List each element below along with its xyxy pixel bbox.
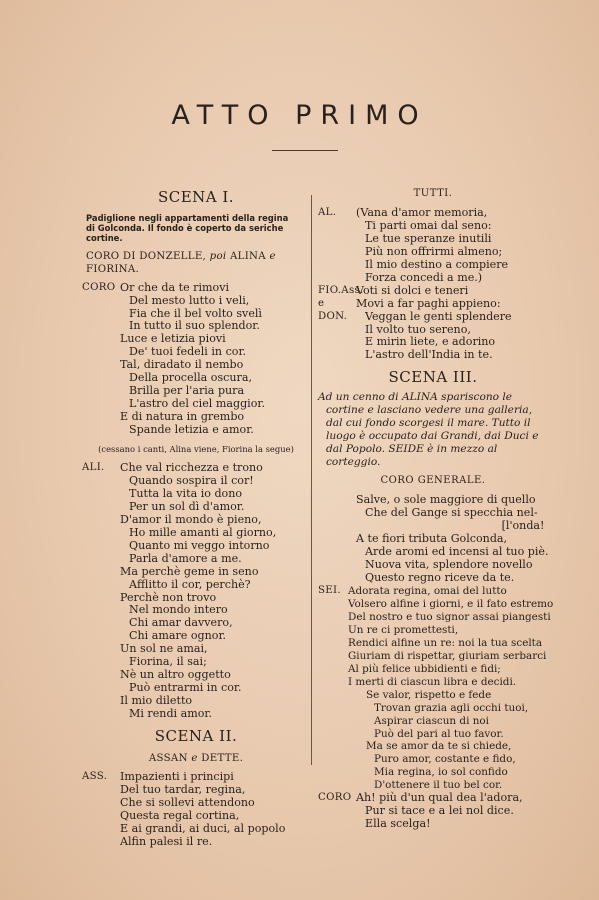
verse-line: Puro amor, costante e fido, <box>374 753 516 766</box>
verse-line: Che del Gange si specchia nel- <box>365 506 538 520</box>
speaker-fio-ass: FIO.Ass. <box>318 284 364 296</box>
verse-line: Ma perchè geme in seno <box>120 564 259 578</box>
assan-verse-block <box>82 771 310 849</box>
verse-line: Un re ci promettesti, <box>348 623 459 636</box>
verse-line: Impazienti i principi <box>120 770 234 784</box>
desc-line: cortine. <box>86 233 123 244</box>
verse-line: Per un sol dì d'amor. <box>129 499 245 513</box>
verse-line: Questa regal cortina, <box>120 808 240 822</box>
cast-part: ASSAN <box>148 753 188 765</box>
verse-line: Il mio diletto <box>120 694 193 708</box>
speaker-coro: CORO <box>82 281 116 293</box>
scene-3-description: Ad un cenno di ALINA spariscono le cortine e lasciano vedere una galleria, dal cui fondo scorgesi il mare. Tutto il luogo è occupato dai Grandi, dai Duci e dal Popolo. SEIDE è in mezzo al corteggio. <box>318 391 539 469</box>
verse-line: D'ottenere il tuo bel cor. <box>374 779 503 792</box>
verse-line: [l'onda! <box>501 519 545 533</box>
verse-line: In tutto il suo splendor. <box>129 319 260 333</box>
scene-2-cast <box>82 752 310 765</box>
seide-verse-block <box>318 585 554 792</box>
speaker-coro: CORO <box>318 792 352 804</box>
coro-generale-block <box>318 494 548 585</box>
coro-final-block <box>318 792 548 831</box>
speaker-don: e DON. <box>318 297 348 322</box>
verse-line: Il volto tuo sereno, <box>365 322 471 336</box>
verse-line: Movi a far paghi appieno: <box>356 296 501 310</box>
scene-2-title: SCENA II. <box>154 727 238 746</box>
alina-verse-block <box>82 462 310 721</box>
verse-line: Le tue speranze inutili <box>365 231 492 245</box>
stage-direction: (cessano i canti, Alina viene, Fiorina la segue) <box>98 444 294 455</box>
verse-line: Della procella oscura, <box>129 371 252 385</box>
verse-line: Forza concedi a me.) <box>365 270 483 284</box>
verse-line: Del nostro e tuo signor assai piangesti <box>348 610 551 623</box>
verse-line: Luce e letizia piovi <box>120 332 226 346</box>
verse-line: Afflitto il cor, perchè? <box>129 577 251 591</box>
verse-line: Un sol ne amai, <box>120 642 208 656</box>
verse-line: Alfin palesi il re. <box>120 834 213 848</box>
scene-1-cast <box>86 250 310 276</box>
verse-line: Ella scelga! <box>365 817 431 831</box>
verse-line: Arde aromi ed incensi al tuo piè. <box>365 545 549 559</box>
verse-line: I merti di ciascun libra e decidi. <box>348 675 517 688</box>
desc-line: Padiglione negli appartamenti della regina <box>86 213 289 223</box>
verse-line: Veggan le genti splendere <box>365 309 512 323</box>
verse-line: Adorata regina, omai del lutto <box>348 585 507 598</box>
verse-line: Volsero alfine i giorni, e il fato estremo <box>348 597 554 610</box>
coro-generale-heading: CORO GENERALE. <box>380 475 486 487</box>
verse-line: Parla d'amore a me. <box>129 551 242 565</box>
verse-line: A te fiori tributa Golconda, <box>356 532 508 546</box>
verse-line: Può del pari al tuo favor. <box>374 727 504 740</box>
fiorina-assan-block <box>318 285 548 298</box>
verse-line: Del mesto lutto i veli, <box>129 293 250 307</box>
verse-line: Aspirar ciascun di noi <box>374 714 489 727</box>
verse-line: De' tuoi fedeli in cor. <box>129 345 247 359</box>
tutti-heading: TUTTI. <box>413 188 453 199</box>
verse-line: Spande letizia e amor. <box>129 423 254 437</box>
verse-line: Voti si dolci e teneri <box>356 283 469 297</box>
verse-line: Pur si tace e a lei nol dice. <box>365 804 514 818</box>
coro-verse-block <box>82 282 310 437</box>
verse-line: Più non offrirmi almeno; <box>365 244 503 258</box>
left-column <box>82 188 310 849</box>
verse-line: Trovan grazia agli occhi tuoi, <box>374 701 529 714</box>
verse-line: Al più felice ubbidienti e fidi; <box>348 662 501 675</box>
verse-line: Ti parti omai dal seno: <box>365 218 492 232</box>
verse-line: Mi rendi amor. <box>129 707 213 721</box>
verse-line: Chi amare ognor. <box>129 629 227 643</box>
verse-line: Giuriam di rispettar, giuriam serbarci <box>348 649 547 662</box>
verse-line: Nel mondo intero <box>129 603 228 617</box>
cast-part: CORO DI DONZELLE, <box>86 250 207 262</box>
speaker-alina: AL. <box>318 206 337 218</box>
scene-3-title: SCENA III. <box>388 368 478 387</box>
column-divider <box>311 195 312 765</box>
verse-line: Tutta la vita io dono <box>129 486 243 500</box>
verse-line: Rendici alfine un re: noi la tua scelta <box>348 636 543 649</box>
cast-part: poi <box>209 250 227 262</box>
donzelle-block <box>318 298 548 363</box>
title-rule <box>272 150 338 151</box>
verse-line: Or che da te rimovi <box>120 280 230 294</box>
scene-1-title: SCENA I. <box>157 188 235 206</box>
cast-part: e <box>269 250 276 262</box>
cast-part: e <box>191 753 198 765</box>
verse-line: Che val ricchezza e trono <box>120 461 263 474</box>
right-column <box>318 188 554 831</box>
verse-line: Brilla per l'aria pura <box>129 384 245 398</box>
verse-line: Tal, diradato il nembo <box>120 358 244 372</box>
verse-line: Fia che il bel volto svelì <box>129 306 262 320</box>
verse-line: L'astro dell'India in te. <box>365 348 493 362</box>
verse-line: Ma se amor da te si chiede, <box>366 740 512 753</box>
verse-line: Ah! più d'un qual dea l'adora, <box>356 791 523 805</box>
verse-line: Il mio destino a compiere <box>365 257 509 271</box>
alina-aside-block <box>318 207 548 285</box>
verse-line: Fiorina, il sai; <box>129 655 207 669</box>
verse-line: D'amor il mondo è pieno, <box>120 512 262 526</box>
verse-line: (Vana d'amor memoria, <box>356 205 488 219</box>
verse-line: Ho mille amanti al giorno, <box>129 525 277 539</box>
verse-line: L'astro del ciel maggior. <box>129 397 266 411</box>
verse-line: E ai grandi, ai duci, al popolo <box>120 821 286 835</box>
verse-line: Nè un altro oggetto <box>120 668 231 682</box>
verse-line: Può entrarmi in cor. <box>129 681 242 695</box>
verse-line: E di natura in grembo <box>120 410 245 424</box>
verse-line: Che si sollevi attendono <box>120 795 255 809</box>
verse-line: Perchè non trovo <box>120 590 217 604</box>
cast-part: FIORINA. <box>86 263 140 275</box>
cast-part: ALINA <box>230 250 266 262</box>
verse-line: Del tuo tardar, regina, <box>120 783 246 797</box>
verse-line: Salve, o sole maggiore di quello <box>356 493 536 507</box>
speaker-alina: ALI. <box>82 462 105 473</box>
cast-part: DETTE. <box>201 753 244 765</box>
verse-line: Mia regina, io sol confido <box>374 766 508 779</box>
verse-line: Nuova vita, splendore novello <box>365 558 533 572</box>
verse-line: Chi amar davvero, <box>129 616 233 630</box>
verse-line: Questo regno riceve da te. <box>365 571 515 585</box>
verse-line: Se valor, rispetto e fede <box>366 688 492 701</box>
speaker-seide: SEI. <box>318 585 341 597</box>
verse-line: Quanto mi veggo intorno <box>129 538 270 552</box>
desc-line: di Golconda. Il fondo è coperto da seriche <box>86 223 284 234</box>
verse-line: E mirin liete, e adorino <box>365 335 496 349</box>
verse-line: Quando sospira il cor! <box>129 473 254 487</box>
speaker-assan: ASS. <box>82 771 108 783</box>
scene-1-description <box>86 213 310 244</box>
act-title: ATTO PRIMO <box>171 100 428 131</box>
